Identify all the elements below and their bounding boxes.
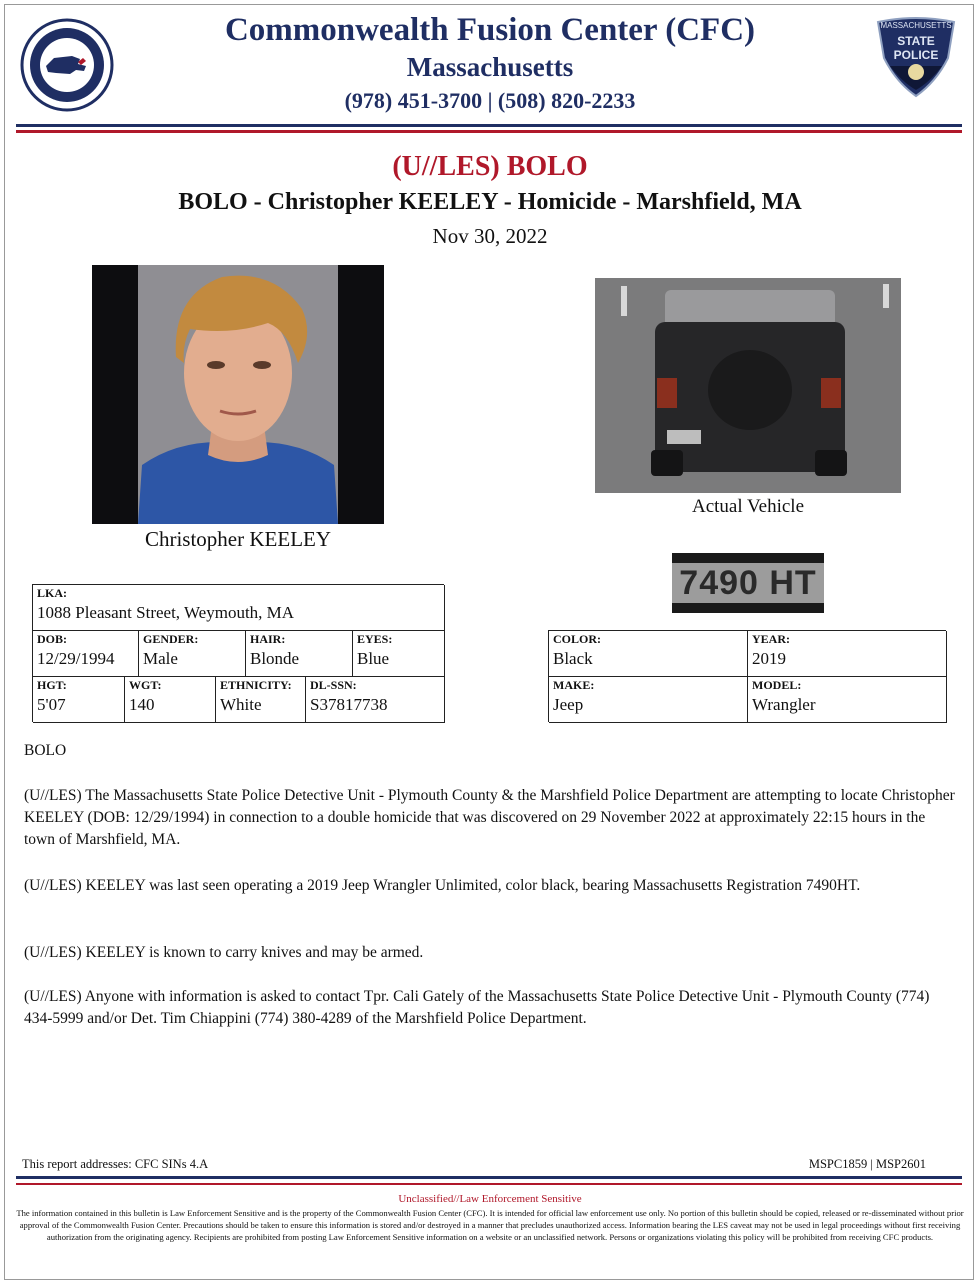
header-rule-red (16, 130, 962, 133)
wgt-value: 140 (129, 695, 155, 714)
hgt-value: 5'07 (37, 695, 66, 714)
gender-value: Male (143, 649, 178, 668)
header-title: Commonwealth Fusion Center (CFC) (224, 12, 756, 48)
dlssn-cell (306, 677, 445, 723)
hgt-label: HGT: (37, 678, 67, 692)
cfc-seal-logo (20, 18, 114, 112)
model-label: MODEL: (752, 678, 802, 692)
header-phones: (978) 451-3700 | (508) 820-2233 (344, 88, 636, 113)
bulletin-headline: BOLO - Christopher KEELEY - Homicide - Marshfield, MA (178, 189, 802, 215)
dob-label: DOB: (37, 632, 67, 646)
eyes-value: Blue (357, 649, 390, 668)
year-label: YEAR: (752, 632, 790, 646)
year-value: 2019 (752, 649, 786, 668)
body-paragraph-2: (U//LES) KEELEY was last seen operating a 2019 Jeep Wrangler Unlimited, color black, bearing Massachusetts Registration 7490HT. (24, 877, 861, 894)
dlssn-label: DL-SSN: (310, 678, 357, 692)
dlssn-value: S37817738 (310, 695, 388, 714)
footer-codes: MSPC1859 | MSP2601 (808, 1157, 926, 1171)
color-cell (549, 631, 748, 677)
body-paragraph-1: (U//LES) The Massachusetts State Police Detective Unit - Plymouth County & the Marshfield Police Department are attempting to locate Christopher KEELEY (DOB: 12/29/1994) in connection to a double homicide that was discovered on 29 November 2022 at approximately 22:15 hours in the town of Marshfield, MA. (24, 787, 955, 848)
suspect-photo-caption: Christopher KEELEY (144, 527, 332, 551)
vehicle-photo (595, 278, 901, 493)
make-label: MAKE: (553, 678, 595, 692)
subject-info-table (32, 584, 444, 722)
suspect-photo (92, 265, 384, 524)
eyes-label: EYES: (357, 632, 393, 646)
hair-cell (246, 631, 353, 677)
vehicle-photo-caption: Actual Vehicle (691, 496, 805, 517)
model-cell (748, 677, 947, 723)
body-heading: BOLO (24, 742, 67, 759)
model-value: Wrangler (752, 695, 816, 714)
hgt-cell (33, 677, 125, 723)
hair-value: Blonde (250, 649, 300, 668)
badge-line1: MASSACHUSETTS (880, 21, 952, 30)
footer-rule-red (16, 1183, 962, 1185)
footer-marking: Unclassified//Law Enforcement Sensitive (398, 1193, 582, 1205)
lka-cell (33, 585, 445, 631)
gender-cell (139, 631, 246, 677)
header-rule-navy (16, 124, 962, 127)
gender-label: GENDER: (143, 632, 199, 646)
header-subtitle: Massachusetts (406, 52, 574, 82)
badge-line2: STATE (897, 34, 935, 48)
badge-line3: POLICE (893, 48, 939, 62)
dob-value: 12/29/1994 (37, 649, 115, 668)
vehicle-info-table (548, 630, 946, 722)
color-value: Black (553, 649, 593, 668)
make-value: Jeep (553, 695, 584, 714)
eyes-cell (353, 631, 445, 677)
footer-disclaimer: The information contained in this bulletin is Law Enforcement Sensitive and is the property of the Commonwealth Fusion Center (CFC). It is intended for official law enforcement use only. No portion of this bulletin should be copied, released or re-disseminated without prior approval of the Commonwealth Fusion Center. Precautions should be taken to ensure this information is stored and/or destroyed in a manner that precludes unauthorized access. Information bearing the LES caveat may not be used in legal proceedings without first receiving authorization from the originating agency. Recipients are prohibited from posting Law Enforcement Sensitive information on a website or an unclassified network. Persons or organizations violating this policy will be prohibited from receiving CFC products. (16, 1208, 964, 1242)
lka-value: 1088 Pleasant Street, Weymouth, MA (37, 603, 295, 622)
ethnicity-value: White (220, 695, 262, 714)
year-cell (748, 631, 947, 677)
wgt-label: WGT: (129, 678, 162, 692)
wgt-cell (125, 677, 216, 723)
dob-cell (33, 631, 139, 677)
license-plate-text: 7490 HT (672, 563, 824, 603)
lka-label: LKA: (37, 586, 67, 600)
make-cell (549, 677, 748, 723)
body-paragraph-4: (U//LES) Anyone with information is asked to contact Tpr. Cali Gately of the Massachusetts State Police Detective Unit - Plymouth County (774) 434-5999 and/or Det. Tim Chiappini (774) 380-4289 of the Marshfield Police Department. (24, 988, 930, 1027)
footer-addresses: This report addresses: CFC SINs 4.A (22, 1157, 209, 1171)
color-label: COLOR: (553, 632, 601, 646)
footer-rule-navy (16, 1176, 962, 1179)
body-paragraph-3: (U//LES) KEELEY is known to carry knives and may be armed. (24, 944, 424, 961)
ethnicity-cell (216, 677, 306, 723)
ethnicity-label: ETHNICITY: (220, 678, 292, 692)
hair-label: HAIR: (250, 632, 286, 646)
license-plate-image (672, 553, 824, 613)
bulletin-date: Nov 30, 2022 (432, 224, 548, 248)
classification-title: (U//LES) BOLO (392, 151, 588, 182)
